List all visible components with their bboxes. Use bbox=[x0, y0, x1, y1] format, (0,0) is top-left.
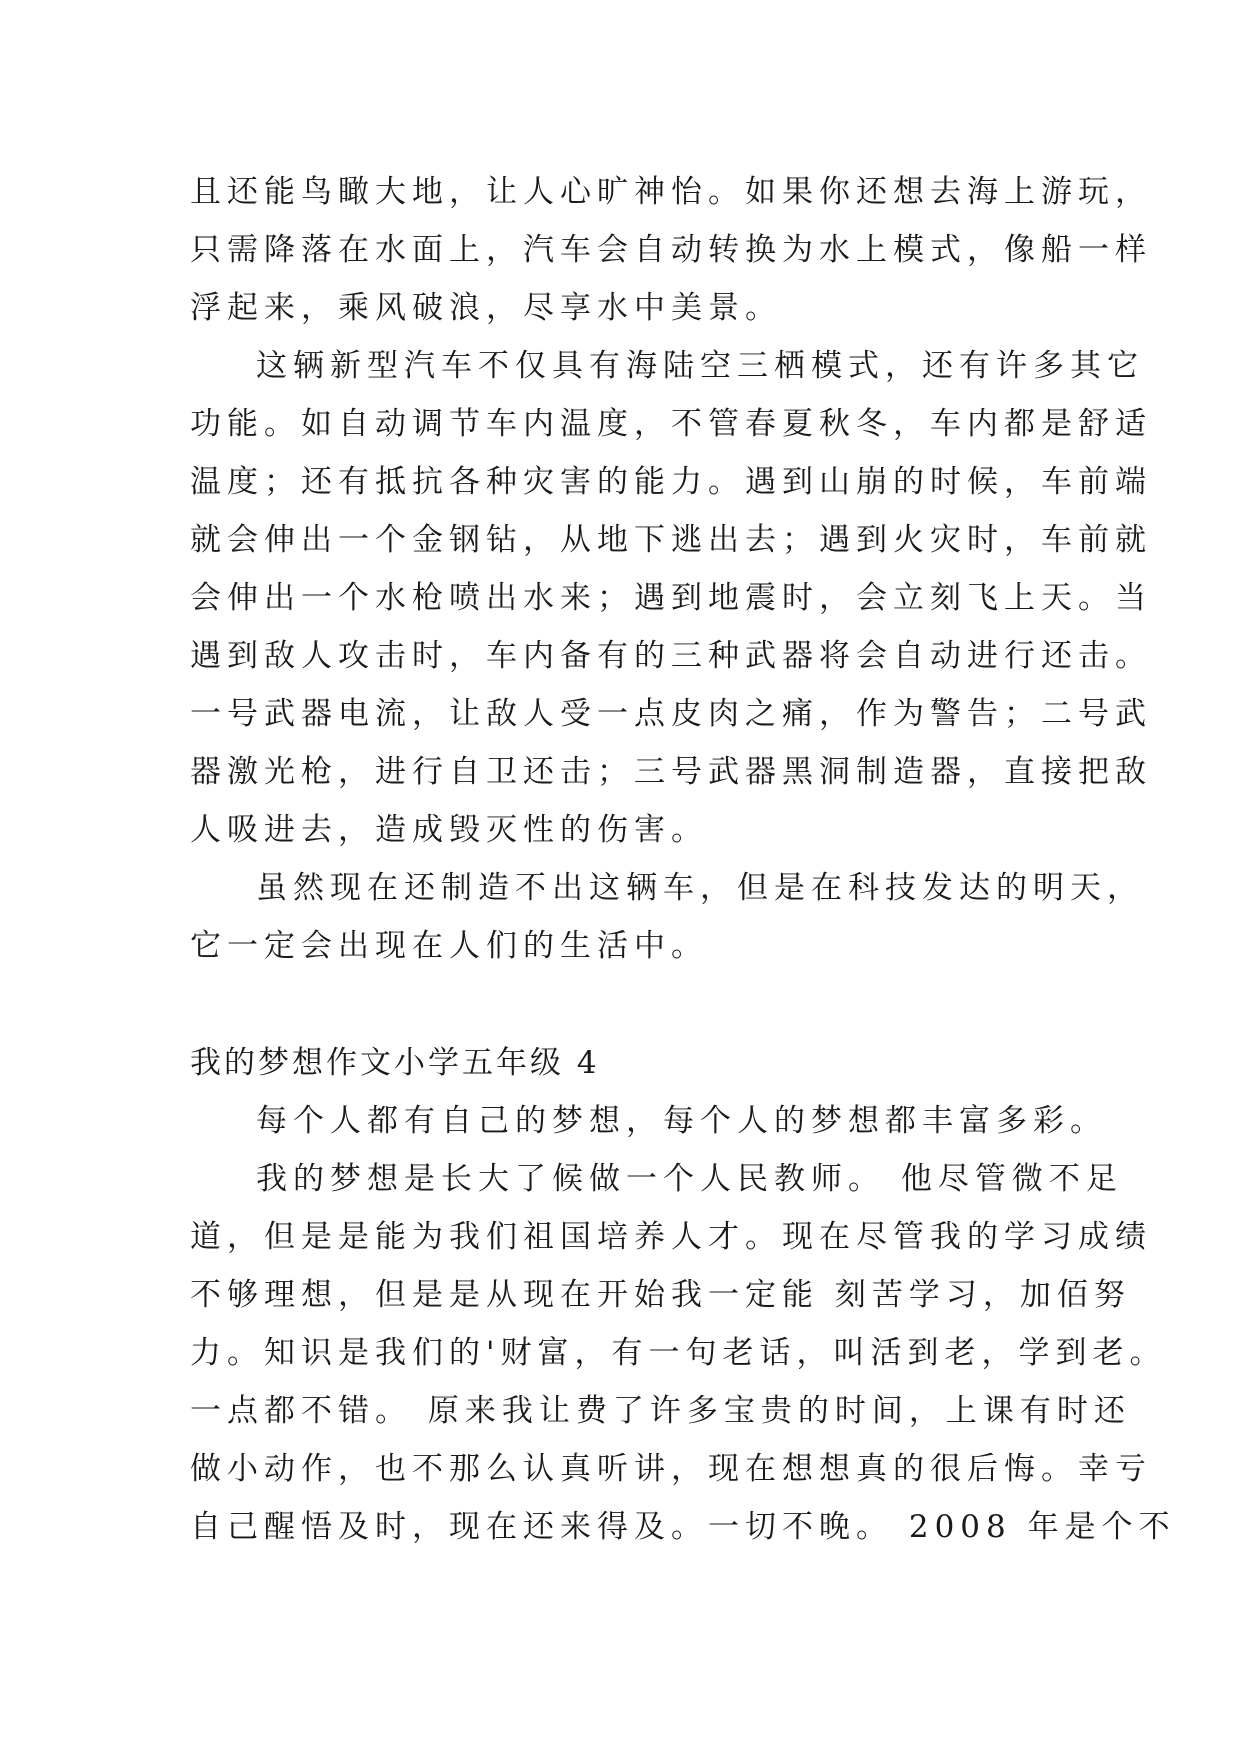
paragraph-line: 浮起来，乘风破浪，尽享水中美景。 bbox=[190, 290, 782, 326]
paragraph-line: 它一定会出现在人们的生活中。 bbox=[190, 928, 708, 964]
paragraph-line: 自己醒悟及时，现在还来得及。一切不晚。 2008 年是个不 bbox=[190, 1509, 1176, 1545]
paragraph-line: 这辆新型汽车不仅具有海陆空三栖模式，还有许多其它 bbox=[256, 348, 1144, 384]
paragraph-line: 温度；还有抵抗各种灾害的能力。遇到山崩的时候，车前端 bbox=[190, 464, 1152, 500]
paragraph-line: 只需降落在水面上，汽车会自动转换为水上模式，像船一样 bbox=[190, 232, 1152, 268]
paragraph-line: 虽然现在还制造不出这辆车，但是在科技发达的明天， bbox=[256, 870, 1144, 906]
paragraph-line: 道，但是是能为我们祖国培养人才。现在尽管我的学习成绩 bbox=[190, 1219, 1152, 1255]
paragraph-line: 我的梦想是长大了候做一个人民教师。 他尽管微不足 bbox=[256, 1161, 1123, 1197]
paragraph-line: 器激光枪，进行自卫还击；三号武器黑洞制造器，直接把敌 bbox=[190, 754, 1152, 790]
paragraph-line: 一点都不错。 原来我让费了许多宝贵的时间，上课有时还 bbox=[190, 1393, 1131, 1429]
paragraph-line: 一号武器电流，让敌人受一点皮肉之痛，作为警告；二号武 bbox=[190, 696, 1152, 732]
section-heading: 我的梦想作文小学五年级 4 bbox=[190, 1045, 600, 1081]
paragraph-line: 不够理想，但是是从现在开始我一定能 刻苦学习，加佰努 bbox=[190, 1277, 1131, 1313]
paragraph-line: 功能。如自动调节车内温度，不管春夏秋冬，车内都是舒适 bbox=[190, 406, 1152, 442]
paragraph-line: 且还能鸟瞰大地，让人心旷神怡。如果你还想去海上游玩， bbox=[190, 174, 1152, 210]
paragraph-line: 每个人都有自己的梦想，每个人的梦想都丰富多彩。 bbox=[256, 1103, 1107, 1139]
paragraph-line: 就会伸出一个金钢钻，从地下逃出去；遇到火灾时，车前就 bbox=[190, 522, 1152, 558]
paragraph-line: 人吸进去，造成毁灭性的伤害。 bbox=[190, 812, 708, 848]
paragraph-line: 遇到敌人攻击时，车内备有的三种武器将会自动进行还击。 bbox=[190, 638, 1152, 674]
paragraph-line: 做小动作，也不那么认真听讲，现在想想真的很后悔。幸亏 bbox=[190, 1451, 1152, 1487]
paragraph-line: 力。知识是我们的'财富，有一句老话，叫活到老，学到老。 bbox=[190, 1335, 1167, 1371]
paragraph-line: 会伸出一个水枪喷出水来；遇到地震时，会立刻飞上天。当 bbox=[190, 580, 1152, 616]
